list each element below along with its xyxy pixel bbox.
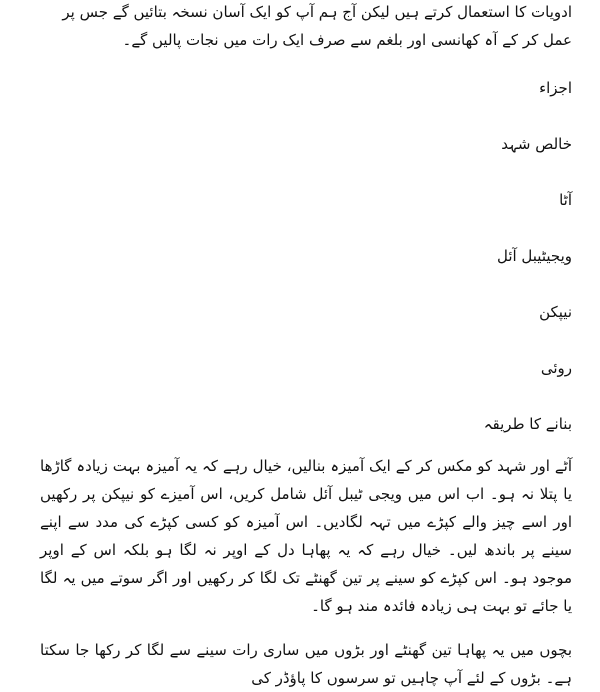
- method-paragraph: آٹے اور شہد کو مکس کر کے ایک آمیزہ بنالیں، خیال رہے کہ یہ آمیزہ بہت زیادہ گاڑھا یا پتلا نہ ہو۔ اب اس میں ویجی ٹیبل آئل شامل کریں، اس آمیزے کو نیپکن پر رکھیں اور اسے چیز والے کپڑے میں تہہ لگادیں۔ اس آمیزہ کو کسی کپڑے کی مدد سے اپنے سینے پر باندھ لیں۔ خیال رہے کہ یہ پھاہا دل کے اوپر نہ لگا ہو بلکہ اس کے اوپر موجود ہو۔ اس کپڑے کو سینے پر تین گھنٹے تک لگا کر رکھیں اور اگر سوتے میں یہ لگا یا جائے تو بہت ہی زیادہ فائدہ مند ہو گا۔: [40, 457, 572, 615]
- ingredients-list: [40, 130, 572, 382]
- final-paragraph: بچوں میں یہ پھاہا تین گھنٹے اور بڑوں میں ساری رات سینے سے لگا کر رکھا جا سکتا ہے۔ بڑوں کے لئے آپ چاہیں تو سرسوں کا پاؤڈر کی: [40, 641, 572, 687]
- ingredient-item: روئی: [540, 359, 572, 377]
- method-heading: بنانے کا طریقہ: [483, 415, 572, 433]
- ingredient-item: ویجیٹیبل آئل: [496, 247, 572, 265]
- intro-paragraph: ادویات کا استعمال کرتے ہیں لیکن آج ہم آپ کو ایک آسان نسخہ بتائیں گے جس پر عمل کر کے آہ کھانسی اور بلغم سے صرف ایک رات میں نجات پالیں گے۔: [62, 3, 572, 49]
- ingredient-item: خالص شہد: [501, 135, 572, 153]
- ingredients-heading: اجزاء: [539, 79, 572, 97]
- ingredient-item: آٹا: [559, 191, 572, 209]
- ingredient-item: نیپکن: [539, 303, 572, 321]
